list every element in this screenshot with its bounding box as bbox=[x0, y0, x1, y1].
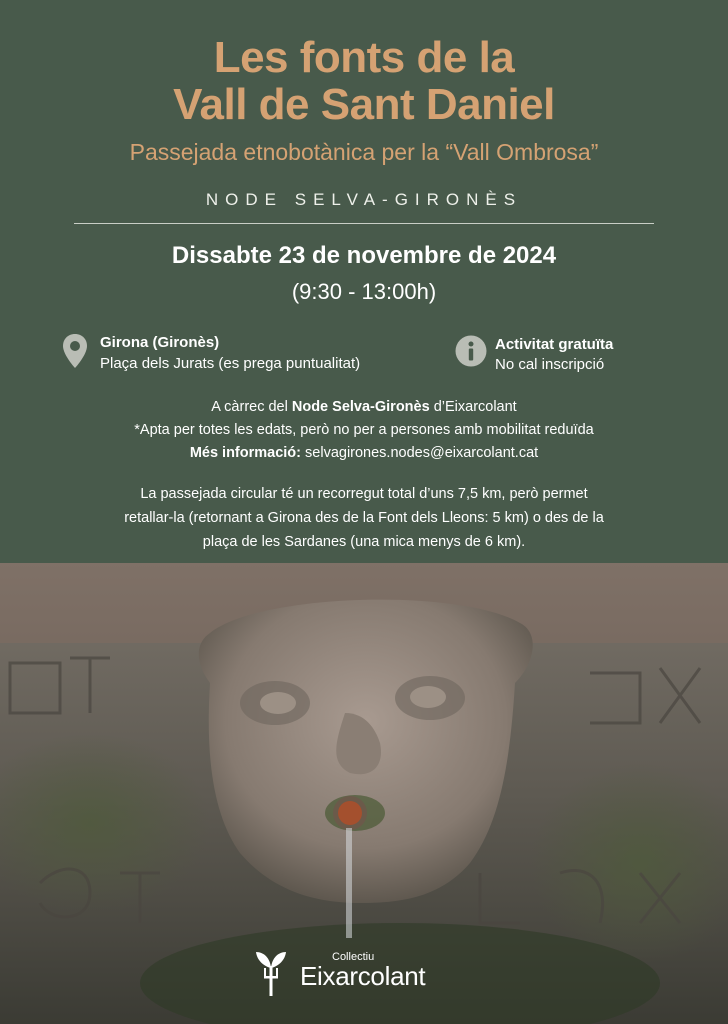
logo-wordmark: Eixarcolant bbox=[300, 961, 426, 991]
event-date: Dissabte 23 de novembre de 2024 bbox=[171, 242, 557, 269]
organizer-node: Node Selva-Gironès bbox=[291, 399, 430, 415]
node-label: NODE SELVA-GIRONÈS bbox=[205, 190, 523, 209]
title-line-2: Vall de Sant Daniel bbox=[173, 80, 555, 129]
organizer-suffix: d’Eixarcolant bbox=[429, 399, 517, 415]
sprout-fork-icon bbox=[253, 948, 289, 1003]
subtitle: Passejada etnobotànica per la “Vall Ombrosa” bbox=[129, 139, 599, 165]
map-pin-icon bbox=[62, 333, 88, 374]
contact-email[interactable]: selvagirones.nodes@eixarcolant.cat bbox=[301, 445, 539, 461]
more-info-line bbox=[0, 445, 728, 461]
organizer-prefix: A càrrec del bbox=[211, 399, 292, 415]
location-name: Girona (Gironès) bbox=[100, 334, 220, 351]
logo-subtitle: Collectiu bbox=[332, 951, 375, 963]
info-icon bbox=[455, 335, 487, 372]
activity-detail: No cal inscripció bbox=[495, 356, 605, 373]
divider bbox=[74, 223, 654, 224]
accessibility-note: *Apta per totes les edats, però no per a persones amb mobilitat reduïda bbox=[134, 422, 594, 438]
event-time: (9:30 - 13:00h) bbox=[291, 279, 437, 304]
description-line-2: retallar-la (retornant a Girona des de la Font dels Lleons: 5 km) o des de la bbox=[124, 510, 604, 526]
location-detail: Plaça dels Jurats (es prega puntualitat) bbox=[100, 355, 361, 372]
activity-name: Activitat gratuïta bbox=[495, 336, 614, 353]
organizer-line bbox=[0, 399, 728, 415]
description-line-3: plaça de les Sardanes (una mica menys de 6 km). bbox=[202, 534, 526, 550]
description-line-1: La passejada circular té un recorregut total d’uns 7,5 km, però permet bbox=[140, 486, 588, 502]
more-info-label: Més informació: bbox=[189, 445, 301, 461]
title-line-1: Les fonts de la bbox=[213, 33, 515, 82]
